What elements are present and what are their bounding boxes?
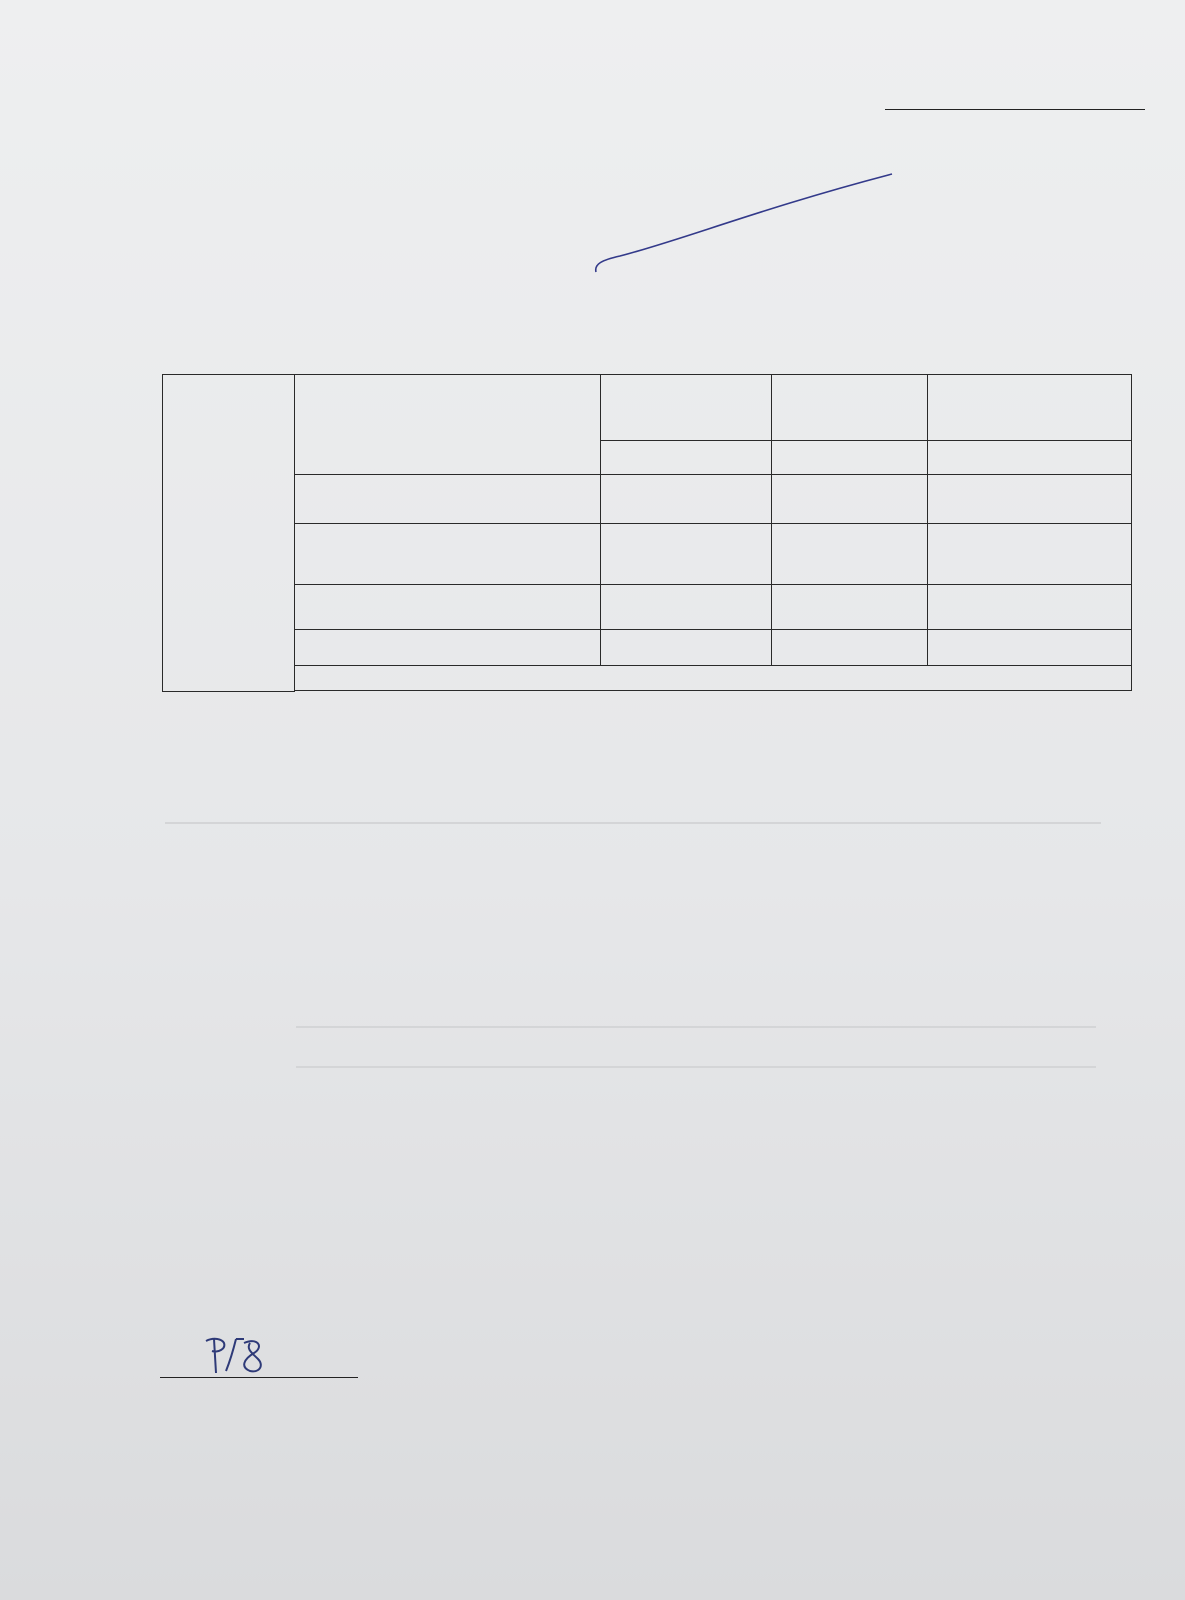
decorative-border-left — [0, 0, 66, 1600]
day-cell — [163, 375, 295, 692]
cook-signature-line — [156, 1357, 362, 1384]
portion-col2 — [772, 523, 928, 585]
empty-cell — [294, 665, 1131, 690]
portion-col1 — [600, 629, 772, 665]
decorative-border-right — [1128, 0, 1185, 1600]
portion-col3 — [928, 523, 1132, 585]
table-row — [163, 629, 1132, 665]
portion-col2 — [772, 629, 928, 665]
portion-col1 — [600, 474, 772, 523]
dish-name — [294, 629, 600, 665]
portion-col3 — [928, 629, 1132, 665]
header-col2 — [772, 375, 928, 441]
portion-col3 — [928, 474, 1132, 523]
ghost-rule-2 — [296, 1066, 1096, 1068]
dish-name — [294, 474, 600, 523]
table-row — [163, 474, 1132, 523]
page-title — [411, 306, 419, 343]
subheader-col2 — [772, 440, 928, 474]
portion-col1 — [600, 523, 772, 585]
portion-col1 — [600, 585, 772, 630]
director-signature — [592, 160, 912, 280]
portion-col2 — [772, 474, 928, 523]
decorative-border-top — [0, 0, 1185, 26]
subheader-col1 — [600, 440, 772, 474]
menu-table — [162, 374, 1132, 692]
table-row — [163, 523, 1132, 585]
table-row — [163, 585, 1132, 630]
header-name — [294, 375, 600, 475]
cook-signature — [200, 1331, 270, 1377]
subheader-col3 — [928, 440, 1132, 474]
dish-name — [294, 523, 600, 585]
ghost-rule — [165, 822, 1101, 824]
dish-name — [294, 585, 600, 630]
portion-col2 — [772, 585, 928, 630]
ghost-rule-3 — [296, 1026, 1096, 1028]
header-col3 — [928, 375, 1132, 441]
signature-underline — [160, 1357, 358, 1378]
header-col1 — [600, 375, 772, 441]
table-row-empty — [163, 665, 1132, 690]
portion-col3 — [928, 585, 1132, 630]
